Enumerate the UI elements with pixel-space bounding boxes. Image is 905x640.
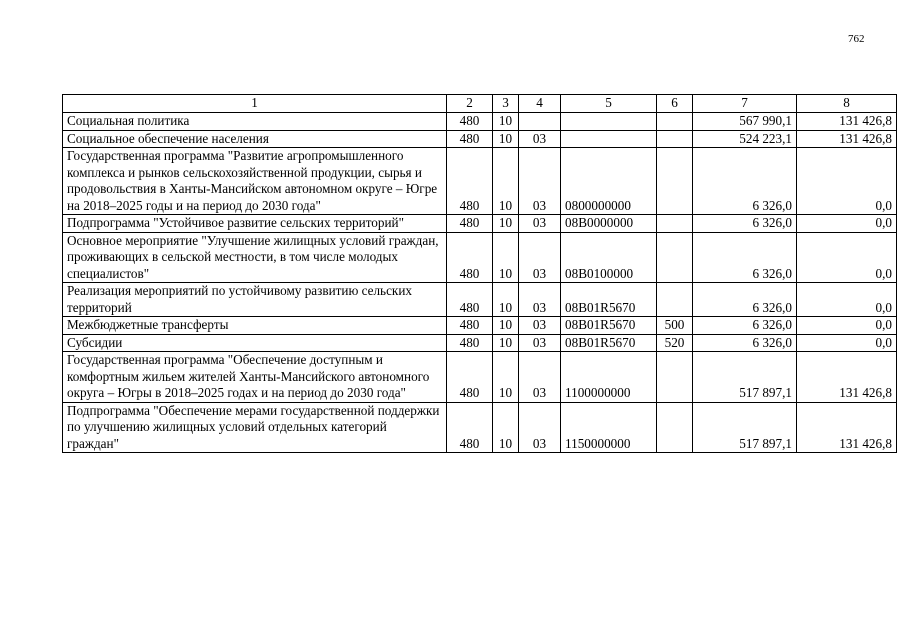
table-row bbox=[63, 130, 897, 148]
cell-subsection: 03 bbox=[519, 402, 561, 453]
cell-amount-1: 517 897,1 bbox=[693, 352, 797, 403]
row-name: Государственная программа "Развитие агропромышленного комплекса и рынков сельскохозяйственной продукции, сырья и продовольствия в Ханты-Мансийском автономном округе – Югре на 2018–2025 годы и на период до 2030 года" bbox=[63, 148, 447, 215]
cell-section: 10 bbox=[493, 402, 519, 453]
cell-section: 10 bbox=[493, 148, 519, 215]
cell-amount-2: 131 426,8 bbox=[797, 402, 897, 453]
cell-ministry: 480 bbox=[447, 232, 493, 283]
header-row bbox=[63, 95, 897, 113]
cell-ministry: 480 bbox=[447, 352, 493, 403]
table-row bbox=[63, 283, 897, 317]
table-row bbox=[63, 232, 897, 283]
cell-expense-type bbox=[657, 402, 693, 453]
cell-subsection: 03 bbox=[519, 352, 561, 403]
cell-amount-1: 524 223,1 bbox=[693, 130, 797, 148]
cell-amount-1: 6 326,0 bbox=[693, 232, 797, 283]
cell-section: 10 bbox=[493, 334, 519, 352]
cell-ministry: 480 bbox=[447, 130, 493, 148]
cell-ministry: 480 bbox=[447, 402, 493, 453]
cell-amount-2: 0,0 bbox=[797, 148, 897, 215]
row-name: Социальная политика bbox=[63, 113, 447, 131]
table-row bbox=[63, 113, 897, 131]
cell-section: 10 bbox=[493, 113, 519, 131]
cell-amount-1: 567 990,1 bbox=[693, 113, 797, 131]
cell-section: 10 bbox=[493, 130, 519, 148]
cell-target-article: 08B01R5670 bbox=[561, 317, 657, 335]
table-row bbox=[63, 334, 897, 352]
cell-amount-2: 131 426,8 bbox=[797, 352, 897, 403]
cell-amount-2: 0,0 bbox=[797, 232, 897, 283]
cell-expense-type bbox=[657, 232, 693, 283]
cell-expense-type bbox=[657, 148, 693, 215]
cell-target-article bbox=[561, 130, 657, 148]
cell-amount-1: 6 326,0 bbox=[693, 283, 797, 317]
cell-expense-type: 520 bbox=[657, 334, 693, 352]
cell-ministry: 480 bbox=[447, 283, 493, 317]
column-header: 8 bbox=[797, 95, 897, 113]
cell-target-article: 08B0100000 bbox=[561, 232, 657, 283]
cell-ministry: 480 bbox=[447, 113, 493, 131]
cell-expense-type bbox=[657, 283, 693, 317]
table-row bbox=[63, 317, 897, 335]
cell-amount-2: 0,0 bbox=[797, 283, 897, 317]
cell-amount-1: 6 326,0 bbox=[693, 148, 797, 215]
column-header: 5 bbox=[561, 95, 657, 113]
cell-expense-type: 500 bbox=[657, 317, 693, 335]
table-row bbox=[63, 215, 897, 233]
row-name: Субсидии bbox=[63, 334, 447, 352]
row-name: Подпрограмма "Обеспечение мерами государственной поддержки по улучшению жилищных условий отдельных категорий граждан" bbox=[63, 402, 447, 453]
cell-amount-1: 6 326,0 bbox=[693, 317, 797, 335]
cell-subsection: 03 bbox=[519, 334, 561, 352]
row-name: Реализация мероприятий по устойчивому развитию сельских территорий bbox=[63, 283, 447, 317]
cell-section: 10 bbox=[493, 215, 519, 233]
table-row bbox=[63, 352, 897, 403]
cell-target-article: 0800000000 bbox=[561, 148, 657, 215]
page-number: 762 bbox=[848, 33, 865, 45]
cell-target-article: 08B0000000 bbox=[561, 215, 657, 233]
cell-target-article bbox=[561, 113, 657, 131]
cell-ministry: 480 bbox=[447, 215, 493, 233]
cell-subsection bbox=[519, 113, 561, 131]
cell-amount-1: 517 897,1 bbox=[693, 402, 797, 453]
column-header: 4 bbox=[519, 95, 561, 113]
cell-amount-2: 131 426,8 bbox=[797, 130, 897, 148]
cell-subsection: 03 bbox=[519, 232, 561, 283]
cell-ministry: 480 bbox=[447, 148, 493, 215]
cell-target-article: 08B01R5670 bbox=[561, 334, 657, 352]
budget-table bbox=[62, 94, 897, 453]
cell-expense-type bbox=[657, 130, 693, 148]
cell-amount-2: 131 426,8 bbox=[797, 113, 897, 131]
cell-section: 10 bbox=[493, 232, 519, 283]
cell-section: 10 bbox=[493, 352, 519, 403]
column-header: 3 bbox=[493, 95, 519, 113]
cell-amount-1: 6 326,0 bbox=[693, 334, 797, 352]
cell-target-article: 1150000000 bbox=[561, 402, 657, 453]
column-header: 2 bbox=[447, 95, 493, 113]
cell-amount-2: 0,0 bbox=[797, 334, 897, 352]
row-name: Межбюджетные трансферты bbox=[63, 317, 447, 335]
cell-subsection: 03 bbox=[519, 148, 561, 215]
cell-amount-2: 0,0 bbox=[797, 317, 897, 335]
cell-ministry: 480 bbox=[447, 317, 493, 335]
cell-section: 10 bbox=[493, 283, 519, 317]
cell-amount-2: 0,0 bbox=[797, 215, 897, 233]
cell-target-article: 08B01R5670 bbox=[561, 283, 657, 317]
table-row bbox=[63, 402, 897, 453]
column-header: 1 bbox=[63, 95, 447, 113]
column-header: 7 bbox=[693, 95, 797, 113]
cell-subsection: 03 bbox=[519, 215, 561, 233]
row-name: Социальное обеспечение населения bbox=[63, 130, 447, 148]
cell-amount-1: 6 326,0 bbox=[693, 215, 797, 233]
cell-subsection: 03 bbox=[519, 130, 561, 148]
cell-subsection: 03 bbox=[519, 283, 561, 317]
row-name: Подпрограмма "Устойчивое развитие сельских территорий" bbox=[63, 215, 447, 233]
row-name: Государственная программа "Обеспечение доступным и комфортным жильем жителей Ханты-Мансийского автономного округа – Югры в 2018–2025 годах и на период до 2030 года" bbox=[63, 352, 447, 403]
cell-expense-type bbox=[657, 215, 693, 233]
cell-subsection: 03 bbox=[519, 317, 561, 335]
cell-expense-type bbox=[657, 352, 693, 403]
cell-ministry: 480 bbox=[447, 334, 493, 352]
cell-target-article: 1100000000 bbox=[561, 352, 657, 403]
column-header: 6 bbox=[657, 95, 693, 113]
table-row bbox=[63, 148, 897, 215]
cell-expense-type bbox=[657, 113, 693, 131]
cell-section: 10 bbox=[493, 317, 519, 335]
row-name: Основное мероприятие "Улучшение жилищных условий граждан, проживающих в сельской местности, в том числе молодых специалистов" bbox=[63, 232, 447, 283]
